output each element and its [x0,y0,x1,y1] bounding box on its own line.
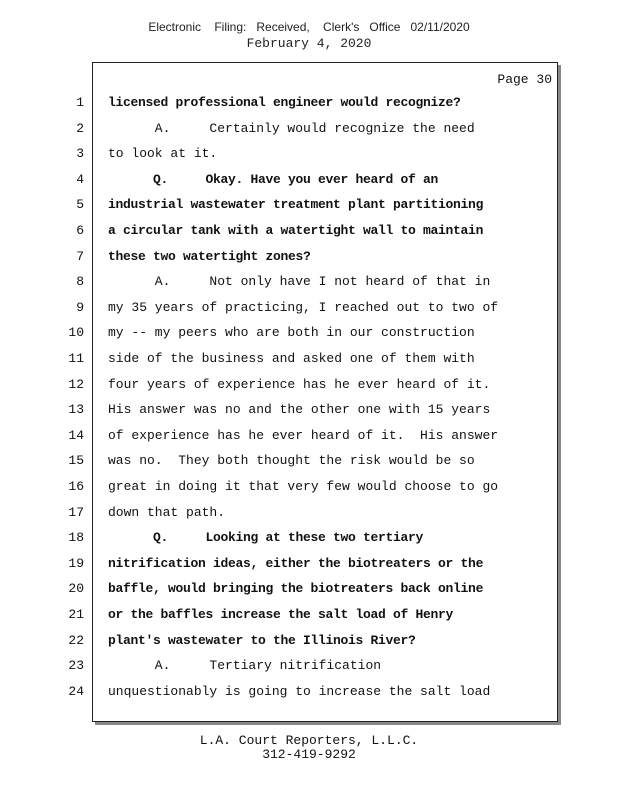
line-number: 1 [76,95,84,110]
transcript-line-text: great in doing it that very few would choose to go [108,479,499,494]
transcript-line-text: A. Certainly would recognize the need [108,120,475,136]
transcript-line-text: to look at it. [108,146,218,162]
line-number: 20 [68,581,84,597]
transcript-line-text: my 35 years of practicing, I reached out to two of [108,299,499,315]
transcript-line-text: nitrification ideas, either the biotreaters or the [108,555,484,571]
transcript-line-text: A. Tertiary nitrification [108,658,382,674]
line-number: 6 [76,223,84,238]
line-number: 11 [68,351,84,366]
filing-stamp: Electronic Filing: Received, Clerk's Office 02/11/2020 [148,20,470,34]
transcript-line-text: A. Not only have I not heard of that in [108,274,491,290]
transcript-line-text: Q. Okay. Have you ever heard of an [108,171,439,187]
transcript-date: February 4, 2020 [246,36,372,51]
line-number: 19 [68,555,84,571]
line-number: 8 [76,274,84,290]
transcript-line-text: Q. Looking at these two tertiary [108,530,424,546]
line-number: 14 [68,427,84,443]
line-number: 7 [76,248,84,264]
transcript-line-text: a circular tank with a watertight wall to maintain [108,223,484,238]
transcript-line-text: side of the business and asked one of them with [108,351,475,366]
transcript-line-text: four years of experience has he ever heard of it. [108,376,491,392]
reporter-phone: 312-419-9292 [262,747,356,762]
line-number: 15 [68,453,84,469]
transcript-line-text: industrial wastewater treatment plant partitioning [108,197,484,213]
line-number: 17 [68,504,84,520]
line-number: 22 [68,632,84,648]
line-number: 12 [68,376,84,392]
transcript-line-text: down that path. [108,504,226,520]
transcript-line-text: was no. They both thought the risk would be so [108,453,475,469]
line-number: 13 [68,402,84,418]
line-number: 3 [76,146,84,162]
line-number: 24 [68,683,84,699]
transcript-line-text: these two watertight zones? [108,248,311,264]
line-number: 9 [76,299,84,315]
transcript-line-text: unquestionably is going to increase the salt load [108,683,491,699]
line-number: 5 [76,197,84,213]
transcript-line-text: baffle, would bringing the biotreaters back online [108,581,484,597]
transcript-line-text: or the baffles increase the salt load of Henry [108,607,454,622]
transcript-line-text: plant's wastewater to the Illinois River? [108,632,416,648]
reporter-company: L.A. Court Reporters, L.L.C. [199,733,419,748]
line-number: 21 [68,607,84,622]
page-number: Page 30 [497,72,552,87]
line-number: 16 [68,479,84,494]
line-number: 2 [76,120,84,136]
transcript-line-text: licensed professional engineer would recognize? [108,95,461,110]
line-number: 4 [76,171,84,187]
line-number: 10 [68,325,84,341]
transcript-line-text: my -- my peers who are both in our construction [108,325,475,341]
line-number: 23 [68,658,84,674]
transcript-line-text: of experience has he ever heard of it. His answer [108,427,499,443]
transcript-line-text: His answer was no and the other one with 15 years [108,402,491,418]
line-number: 18 [68,530,84,546]
